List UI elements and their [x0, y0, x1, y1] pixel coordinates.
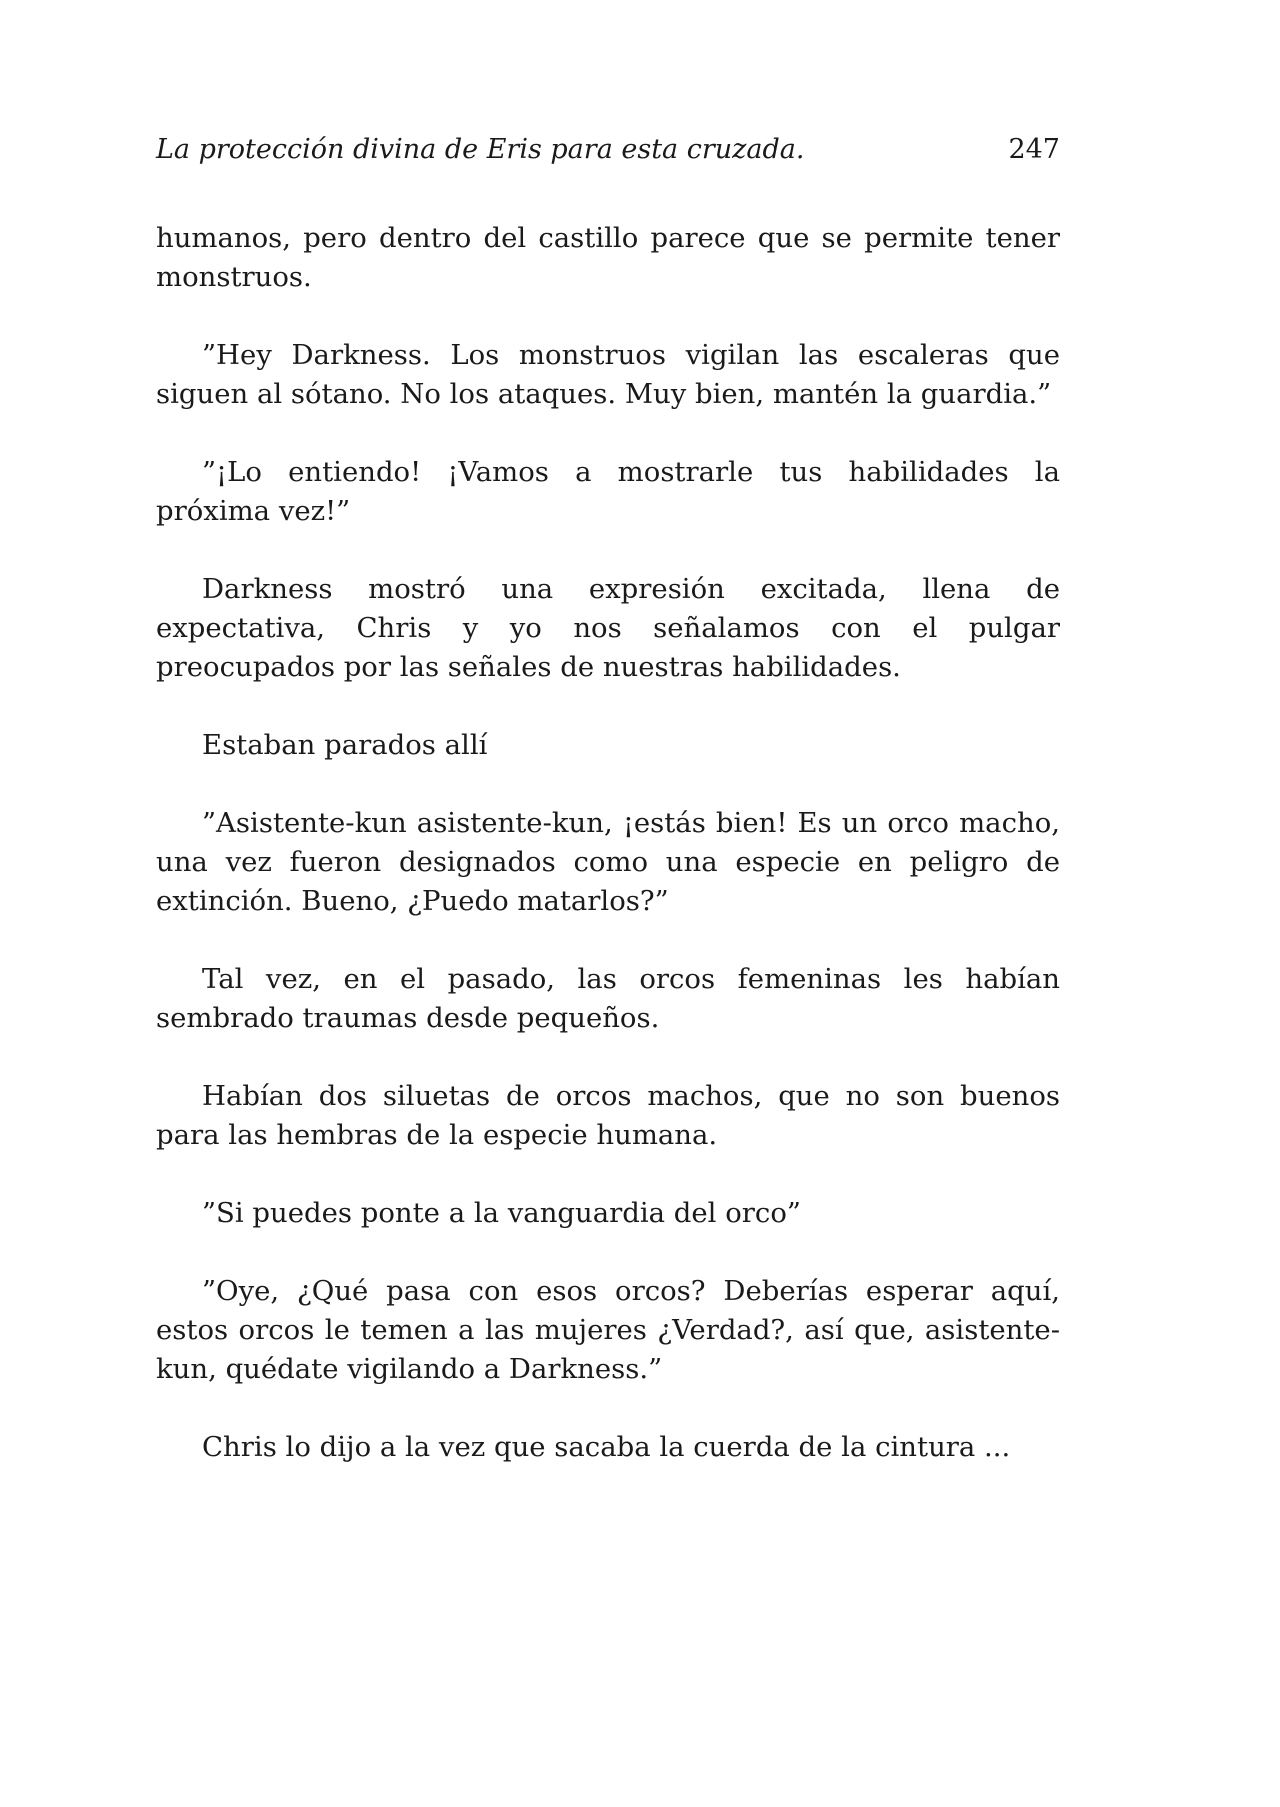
- paragraph-continued: humanos, pero dentro del castillo parece que se permite tener monstruos.: [156, 222, 1060, 293]
- page-number: 247: [1008, 134, 1060, 165]
- paragraph: ”¡Lo entiendo! ¡Vamos a mostrarle tus habilidades la próxima vez!”: [156, 456, 1060, 527]
- paragraph: ”Oye, ¿Qué pasa con esos orcos? Deberías esperar aquí, estos orcos le temen a las mujeres ¿Verdad?, así que, asistente-kun, quédate vigilando a Darkness.”: [156, 1275, 1060, 1385]
- paragraph: ”Hey Darkness. Los monstruos vigilan las escaleras que siguen al sótano. No los ataques. Muy bien, mantén la guardia.”: [156, 339, 1060, 410]
- paragraph: Darkness mostró una expresión excitada, llena de expectativa, Chris y yo nos señalamos con el pulgar preocupados por las señales de nuestras habilidades.: [156, 573, 1060, 683]
- paragraph: ”Si puedes ponte a la vanguardia del orco”: [202, 1197, 801, 1229]
- book-page: [156, 0, 1060, 1807]
- paragraph: Chris lo dijo a la vez que sacaba la cuerda de la cintura ...: [202, 1431, 1011, 1463]
- paragraph: Estaban parados allí: [202, 729, 488, 761]
- running-title: La protección divina de Eris para esta cruzada.: [156, 134, 805, 165]
- paragraph: ”Asistente-kun asistente-kun, ¡estás bien! Es un orco macho, una vez fueron designados como una especie en peligro de extinción. Bueno, ¿Puedo matarlos?”: [156, 807, 1060, 917]
- running-head: [156, 128, 1060, 172]
- paragraph: Tal vez, en el pasado, las orcos femeninas les habían sembrado traumas desde pequeños.: [156, 963, 1060, 1034]
- paragraph: Habían dos siluetas de orcos machos, que no son buenos para las hembras de la especie humana.: [156, 1080, 1060, 1151]
- body-text: [156, 219, 1060, 1506]
